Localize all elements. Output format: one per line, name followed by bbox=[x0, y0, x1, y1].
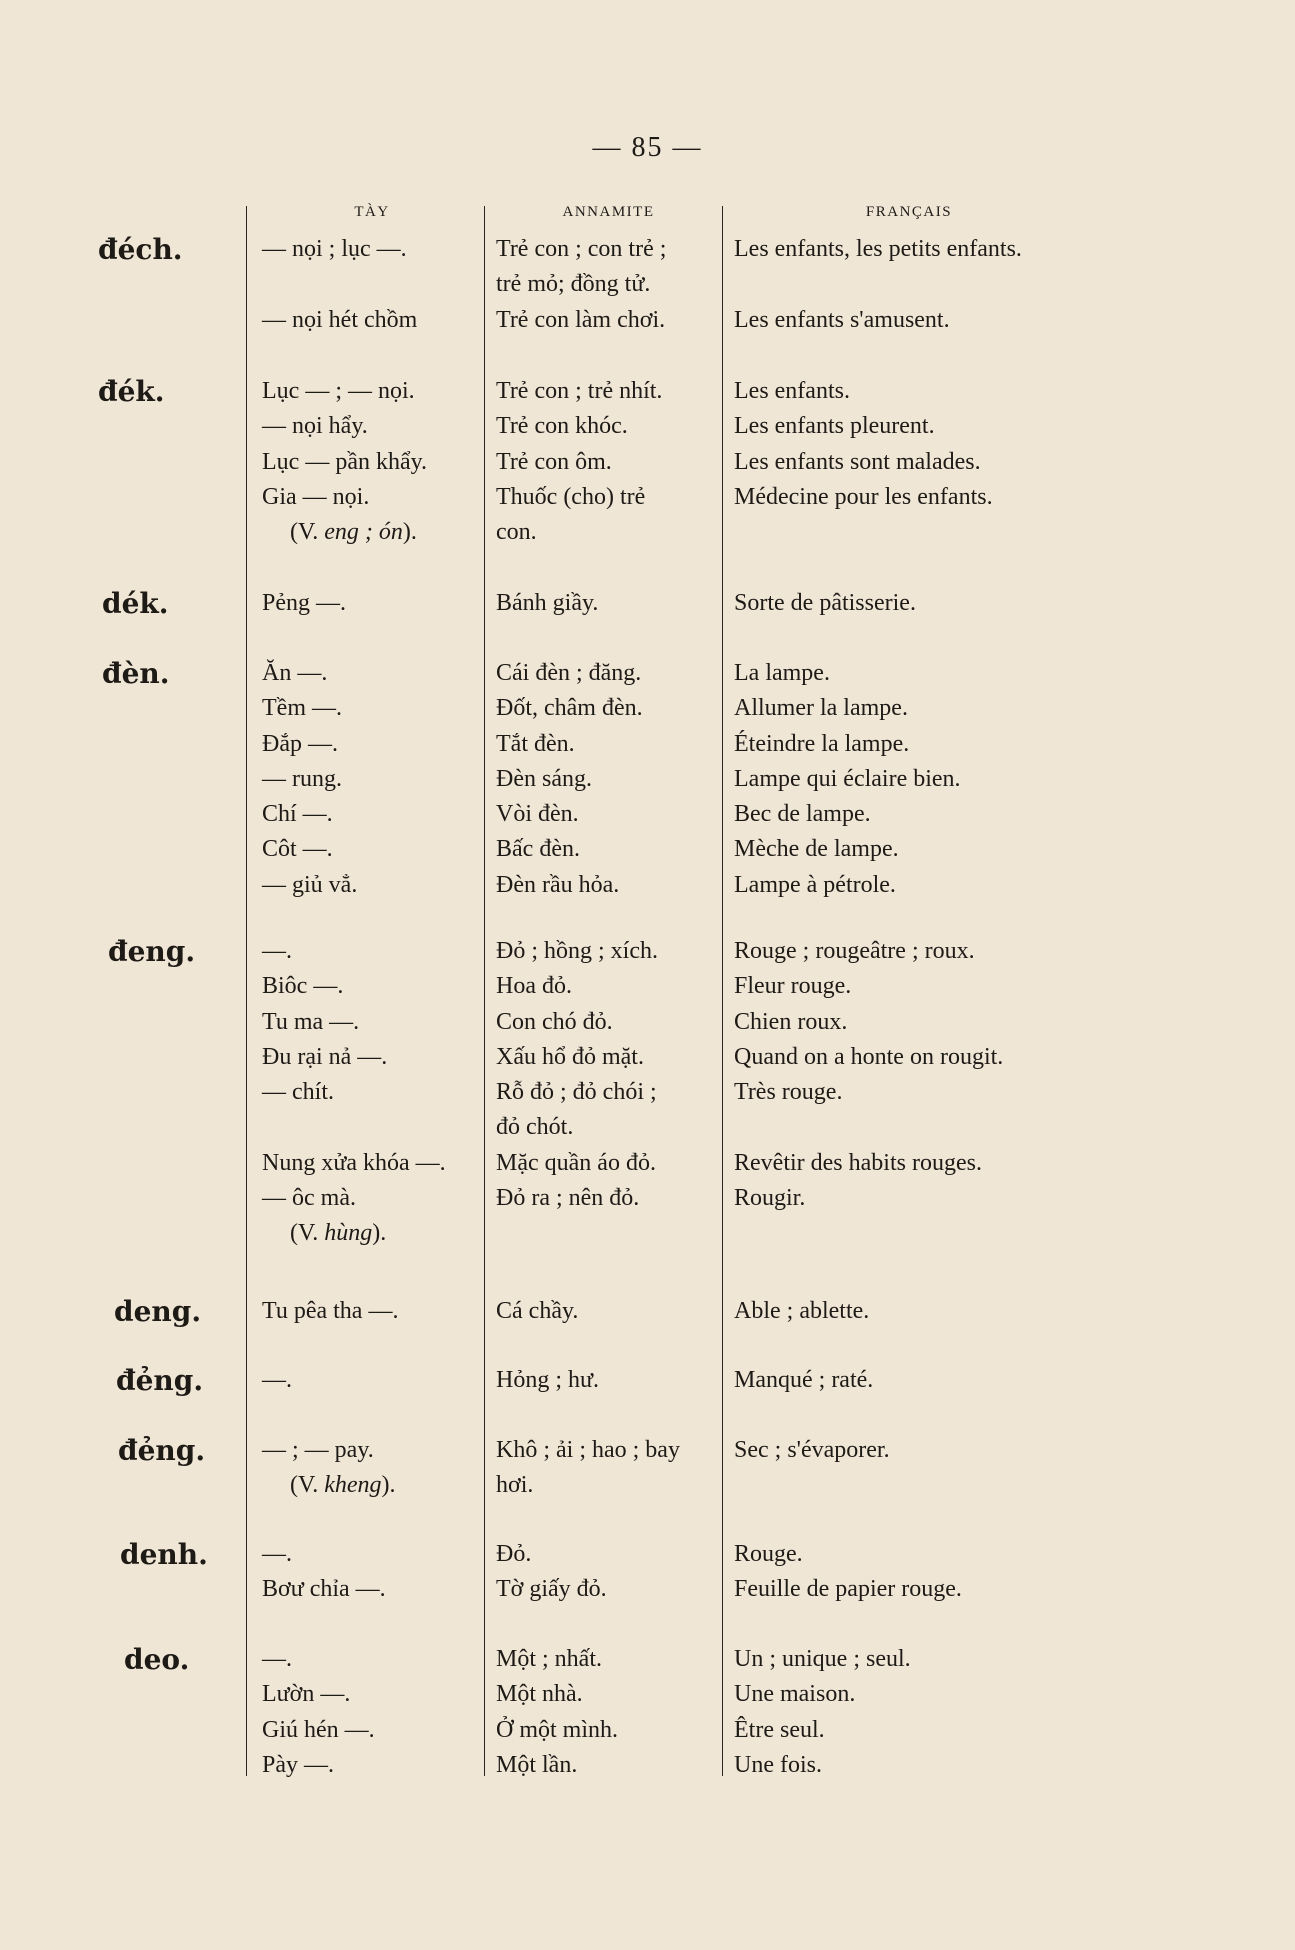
text-line: Fleur rouge. bbox=[734, 973, 852, 1000]
text-line: — nọi hét chồm bbox=[262, 306, 418, 333]
head-word: đèn. bbox=[102, 657, 170, 690]
french-translation bbox=[734, 232, 1084, 338]
annamite-translation bbox=[496, 232, 721, 338]
text-line: — giủ vẳ. bbox=[262, 871, 358, 898]
annamite-translation bbox=[496, 1363, 721, 1398]
text-line: Bơư chỉa —. bbox=[262, 1576, 386, 1603]
text-line: Giú hén —. bbox=[262, 1716, 375, 1743]
text-line: —. bbox=[262, 1646, 292, 1672]
text-line: Lườn —. bbox=[262, 1681, 351, 1708]
tay-translation bbox=[262, 232, 482, 338]
french-translation bbox=[734, 586, 1084, 621]
text-line: Đu rại nả —. bbox=[262, 1043, 388, 1070]
text-line: Éteindre la lampe. bbox=[734, 730, 910, 757]
text-line: Một ; nhất. bbox=[496, 1646, 602, 1672]
annamite-translation bbox=[496, 656, 721, 903]
annamite-translation bbox=[496, 1537, 721, 1608]
french-translation bbox=[734, 1537, 1084, 1608]
text-line: Être seul. bbox=[734, 1716, 825, 1743]
text-line: Rouge. bbox=[734, 1541, 803, 1567]
tay-translation bbox=[262, 1642, 482, 1783]
text-line: — rung. bbox=[262, 765, 342, 792]
cross-reference: (V. eng ; ón). bbox=[290, 519, 417, 546]
cross-reference-word: kheng bbox=[324, 1472, 382, 1499]
text-line: Trẻ con ôm. bbox=[496, 448, 612, 475]
text-line: Lục — ; — nọi. bbox=[262, 378, 415, 404]
text-line: Able ; ablette. bbox=[734, 1298, 870, 1324]
text-line: — chít. bbox=[262, 1079, 334, 1106]
text-line: Hoa đỏ. bbox=[496, 973, 572, 1000]
text-line: Tu ma —. bbox=[262, 1008, 360, 1035]
text-line: Ăn —. bbox=[262, 660, 328, 686]
text-line: Một nhà. bbox=[496, 1681, 583, 1708]
head-word: đék. bbox=[98, 375, 165, 408]
text-line: con. bbox=[496, 519, 537, 546]
head-word: denh. bbox=[120, 1538, 208, 1571]
text-line: Pẻng —. bbox=[262, 590, 346, 616]
tay-translation bbox=[262, 1294, 482, 1329]
text-line: Cái đèn ; đăng. bbox=[496, 660, 642, 686]
text-line: Mèche de lampe. bbox=[734, 836, 899, 863]
text-line: Quand on a honte on rougit. bbox=[734, 1043, 1004, 1070]
text-line: Revêtir des habits rouges. bbox=[734, 1149, 982, 1176]
tay-translation bbox=[262, 586, 482, 621]
french-translation bbox=[734, 1642, 1084, 1783]
text-line: Trẻ con khóc. bbox=[496, 413, 628, 440]
column-header-annamite: ANNAMITE bbox=[562, 204, 655, 220]
text-line: Un ; unique ; seul. bbox=[734, 1646, 911, 1672]
text-line: Đỏ ; hồng ; xích. bbox=[496, 938, 658, 964]
text-line: — ôc mà. bbox=[262, 1185, 356, 1212]
annamite-translation bbox=[496, 1433, 721, 1504]
head-word: deo. bbox=[124, 1643, 190, 1676]
text-line: Tờ giấy đỏ. bbox=[496, 1576, 607, 1603]
text-line: Chien roux. bbox=[734, 1008, 848, 1035]
tay-translation bbox=[262, 1537, 482, 1608]
text-line bbox=[734, 267, 1084, 302]
text-line: Les enfants. bbox=[734, 378, 850, 404]
text-line: Thuốc (cho) trẻ bbox=[496, 483, 646, 510]
text-line: Bánh giầy. bbox=[496, 590, 599, 616]
french-translation bbox=[734, 1294, 1084, 1329]
text-line: Manqué ; raté. bbox=[734, 1367, 874, 1393]
text-line: Sec ; s'évaporer. bbox=[734, 1437, 890, 1463]
annamite-translation bbox=[496, 934, 721, 1216]
text-line: Bấc đèn. bbox=[496, 836, 580, 863]
text-line: Feuille de papier rouge. bbox=[734, 1576, 962, 1603]
text-line: Đỏ. bbox=[496, 1541, 532, 1567]
text-line: Les enfants sont malades. bbox=[734, 448, 981, 475]
text-line: —. bbox=[262, 1367, 292, 1393]
annamite-translation bbox=[496, 1294, 721, 1329]
text-line: Nung xửa khóa —. bbox=[262, 1149, 446, 1176]
tay-translation bbox=[262, 656, 482, 903]
text-line: Đèn rầu hỏa. bbox=[496, 871, 620, 898]
head-word: đẻng. bbox=[118, 1434, 206, 1467]
text-line: Đốt, châm đèn. bbox=[496, 695, 643, 722]
text-line: trẻ mỏ; đồng tử. bbox=[496, 271, 651, 298]
text-line bbox=[262, 1110, 482, 1145]
text-line: Les enfants pleurent. bbox=[734, 413, 935, 440]
text-line: Côt —. bbox=[262, 836, 333, 863]
annamite-translation bbox=[496, 586, 721, 621]
french-translation bbox=[734, 374, 1084, 515]
text-line: — ; — pay. bbox=[262, 1437, 374, 1463]
cross-reference-word: hùng bbox=[324, 1220, 373, 1247]
french-translation bbox=[734, 1433, 1084, 1468]
text-line: Mặc quần áo đỏ. bbox=[496, 1149, 656, 1176]
text-line: Trẻ con làm chơi. bbox=[496, 306, 666, 333]
text-line: Con chó đỏ. bbox=[496, 1008, 613, 1035]
tay-translation bbox=[262, 1363, 482, 1398]
tay-translation bbox=[262, 1433, 482, 1504]
text-line: đỏ chót. bbox=[496, 1114, 574, 1141]
head-word: deng. bbox=[114, 1295, 202, 1328]
text-line: Ở một mình. bbox=[496, 1716, 619, 1743]
page-number: — 85 — bbox=[592, 132, 703, 163]
text-line: Vòi đèn. bbox=[496, 801, 579, 828]
head-word: đéch. bbox=[98, 233, 183, 266]
annamite-translation bbox=[496, 374, 721, 550]
cross-reference-word: eng ; ón bbox=[324, 519, 403, 546]
text-line: Lampe à pétrole. bbox=[734, 871, 896, 898]
text-line: Đỏ ra ; nên đỏ. bbox=[496, 1185, 640, 1212]
text-line: Cá chầy. bbox=[496, 1298, 579, 1324]
text-line: Trẻ con ; con trẻ ; bbox=[496, 236, 667, 262]
text-line: Lampe qui éclaire bien. bbox=[734, 765, 961, 792]
text-line: Hỏng ; hư. bbox=[496, 1367, 600, 1393]
text-line: —. bbox=[262, 938, 292, 964]
text-line: — nọi hẩy. bbox=[262, 413, 368, 440]
text-line: Khô ; ải ; hao ; bay bbox=[496, 1437, 680, 1463]
column-header-tay: TÀY bbox=[354, 204, 390, 220]
text-line: Bec de lampe. bbox=[734, 801, 871, 828]
text-line: Très rouge. bbox=[734, 1079, 843, 1106]
text-line: Une maison. bbox=[734, 1681, 856, 1708]
tay-translation bbox=[262, 374, 482, 550]
text-line: Les enfants, les petits enfants. bbox=[734, 236, 1022, 262]
french-translation bbox=[734, 1363, 1084, 1398]
text-line: Rouge ; rougeâtre ; roux. bbox=[734, 938, 975, 964]
text-line: Lục — pần khẩy. bbox=[262, 448, 428, 475]
text-line: hơi. bbox=[496, 1472, 534, 1499]
head-word: dék. bbox=[102, 587, 169, 620]
text-line: Tềm —. bbox=[262, 695, 342, 722]
text-line: Sorte de pâtisserie. bbox=[734, 590, 916, 616]
text-line bbox=[734, 1110, 1084, 1145]
text-line: La lampe. bbox=[734, 660, 830, 686]
text-line: — nọi ; lục —. bbox=[262, 236, 407, 262]
text-line: Les enfants s'amusent. bbox=[734, 306, 950, 333]
text-line: Một lần. bbox=[496, 1751, 578, 1778]
french-translation bbox=[734, 934, 1084, 1216]
column-header-francais: FRANÇAIS bbox=[865, 204, 953, 220]
french-translation bbox=[734, 656, 1084, 903]
text-line bbox=[262, 267, 482, 302]
text-line: Chí —. bbox=[262, 801, 333, 828]
text-line: Une fois. bbox=[734, 1751, 822, 1778]
text-line: Pày —. bbox=[262, 1751, 334, 1778]
head-word: đẻng. bbox=[116, 1364, 204, 1397]
text-line: Allumer la lampe. bbox=[734, 695, 908, 722]
text-line: Gia — nọi. bbox=[262, 483, 370, 510]
tay-translation bbox=[262, 934, 482, 1252]
cross-reference: (V. hùng). bbox=[290, 1220, 387, 1247]
head-word: đeng. bbox=[108, 935, 196, 968]
cross-reference: (V. kheng). bbox=[290, 1472, 396, 1499]
text-line: Trẻ con ; trẻ nhít. bbox=[496, 378, 663, 404]
annamite-translation bbox=[496, 1642, 721, 1783]
text-line: Đèn sáng. bbox=[496, 765, 592, 792]
text-line: Tắt đèn. bbox=[496, 730, 575, 757]
text-line: Tu pêa tha —. bbox=[262, 1298, 399, 1324]
text-line: Biôc —. bbox=[262, 973, 344, 1000]
text-line: Médecine pour les enfants. bbox=[734, 483, 993, 510]
text-line: Đắp —. bbox=[262, 730, 338, 757]
text-line: Rỗ đỏ ; đỏ chói ; bbox=[496, 1079, 657, 1106]
text-line: Rougir. bbox=[734, 1185, 806, 1212]
text-line: —. bbox=[262, 1541, 292, 1567]
text-line: Xấu hổ đỏ mặt. bbox=[496, 1043, 644, 1070]
